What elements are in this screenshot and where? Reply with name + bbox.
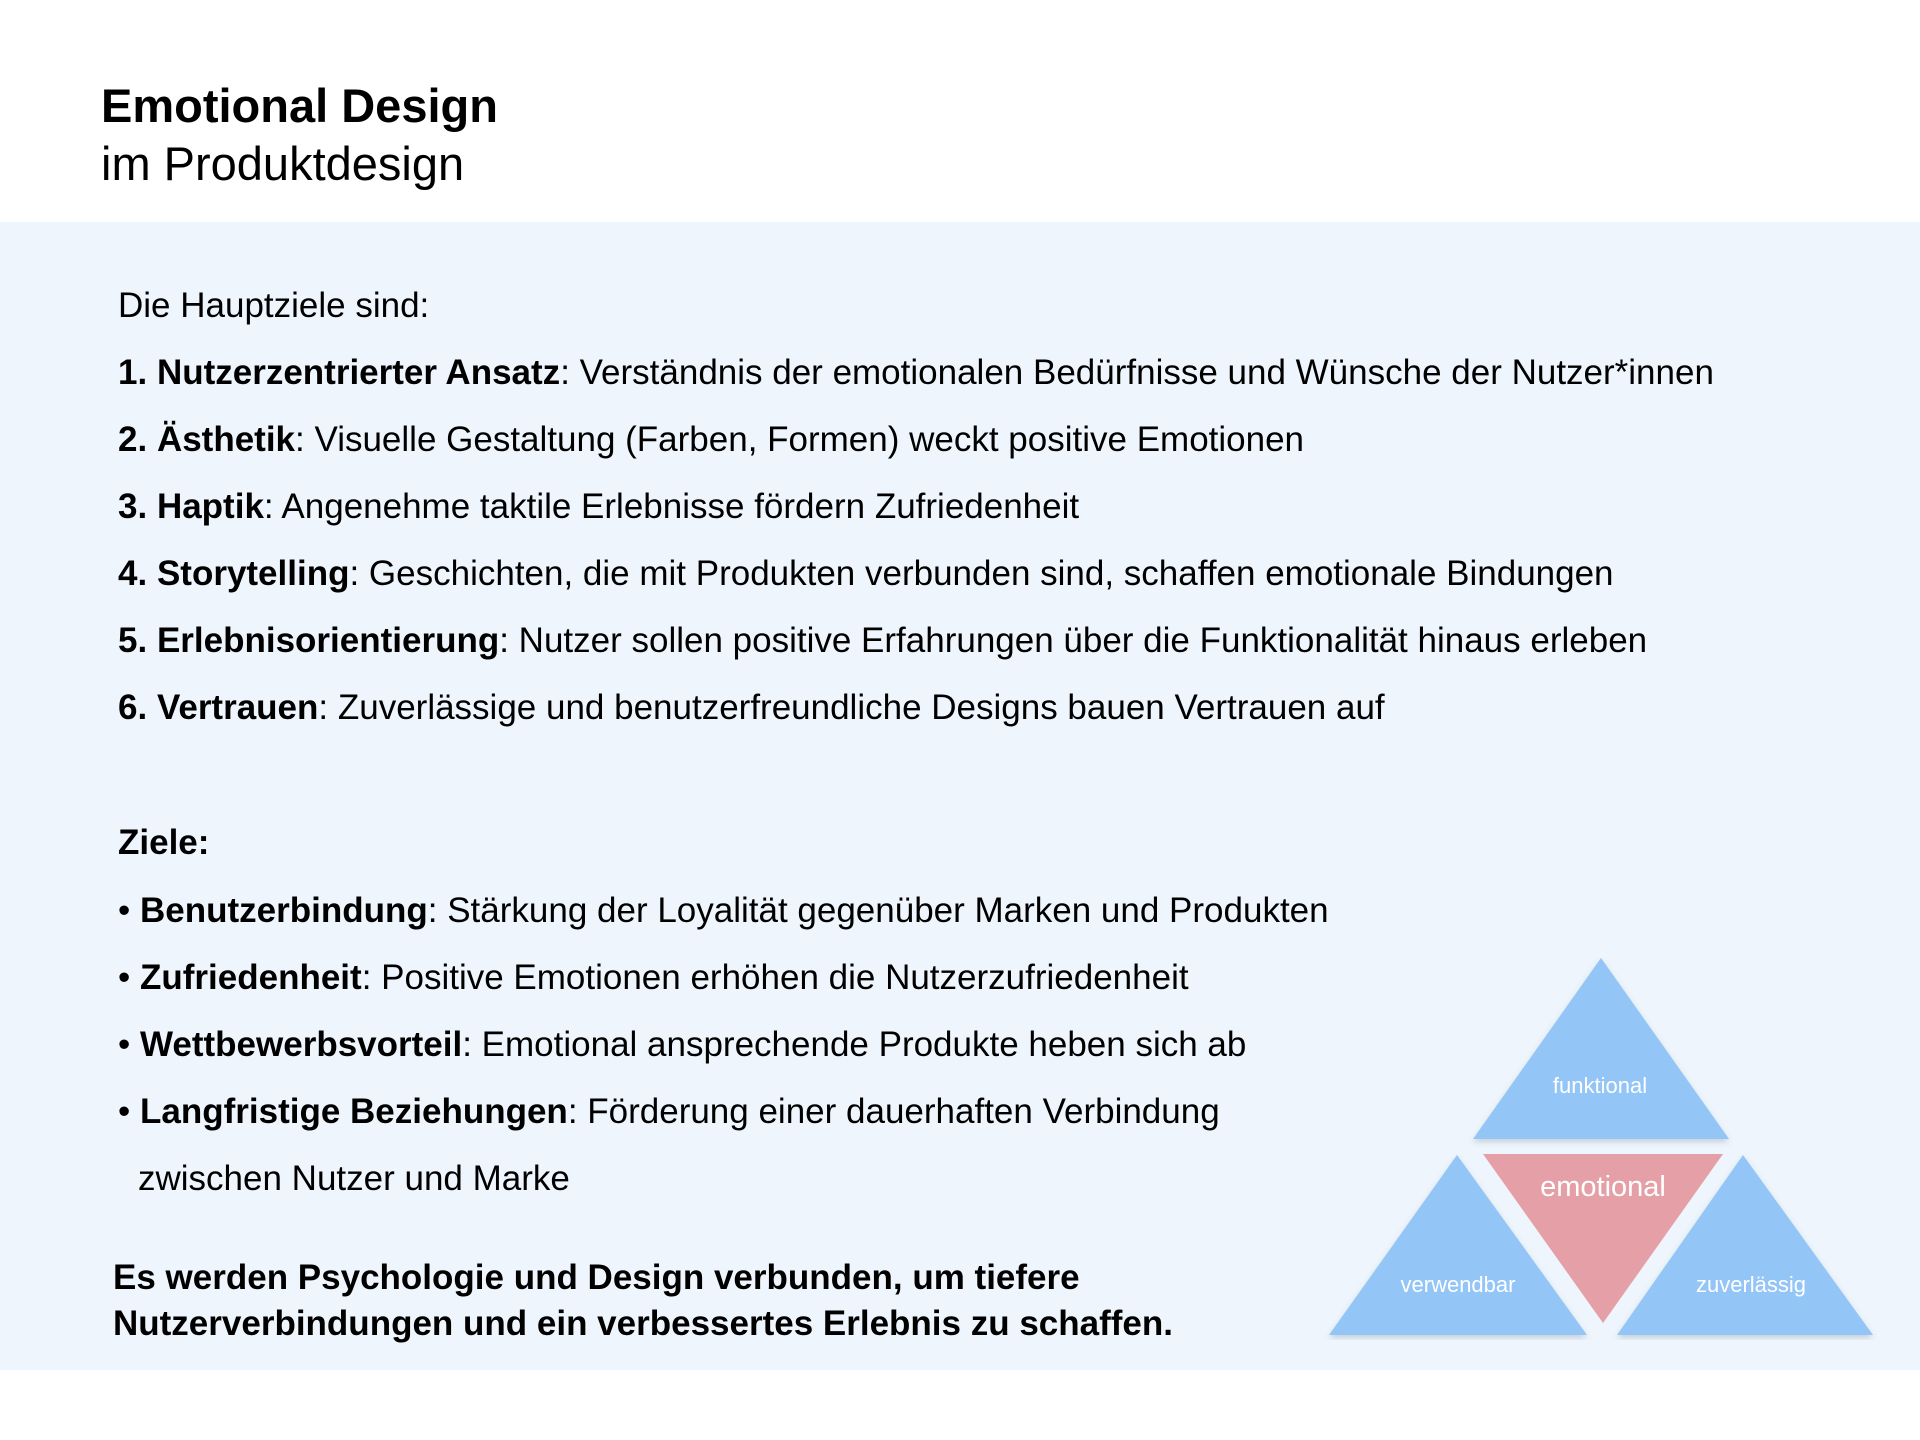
ziel-term: Langfristige Beziehungen (140, 1092, 568, 1131)
bullet: • (118, 1025, 131, 1064)
goal-item-4 (118, 552, 1614, 596)
ziel-term: Zufriedenheit (140, 958, 362, 997)
ziel-text: : Emotional ansprechende Produkte heben sich ab (462, 1025, 1247, 1064)
goal-term: Vertrauen (156, 688, 319, 727)
goal-text: : Geschichten, die mit Produkten verbunden sind, schaffen emotionale Bindungen (349, 554, 1614, 593)
goal-item-6 (118, 686, 1385, 730)
goal-number: 4. (118, 554, 148, 593)
bullet: • (118, 891, 131, 930)
intro-text: Die Hauptziele sind: (118, 286, 430, 325)
goal-number: 2. (118, 420, 148, 459)
goal-item-1 (118, 351, 1714, 395)
ziel-text: : Stärkung der Loyalität gegenüber Marken und Produkten (427, 891, 1329, 930)
goal-term: Erlebnisorientierung (156, 621, 500, 660)
goal-term: Haptik (156, 487, 264, 526)
triangle-diagram-svg (1320, 950, 1880, 1340)
goal-text: : Angenehme taktile Erlebnisse fördern Zufriedenheit (263, 487, 1080, 526)
goal-term: Nutzerzentrierter Ansatz (156, 353, 561, 392)
ziel-term: Wettbewerbsvorteil (140, 1025, 463, 1064)
goal-number: 5. (118, 621, 148, 660)
goal-text: : Zuverlässige und benutzerfreundliche Designs bauen Vertrauen auf (318, 688, 1385, 727)
goal-number: 6. (118, 688, 148, 727)
ziel-item-2 (118, 956, 1189, 1000)
page-subtitle: im Produktdesign (101, 137, 465, 190)
ziel-item-4 (118, 1090, 1220, 1134)
triangle-top (1473, 958, 1729, 1139)
ziel-term: Benutzerbindung (140, 891, 428, 930)
page-title: Emotional Design (101, 79, 498, 132)
goal-term: Storytelling (156, 554, 350, 593)
label-verwendbar: verwendbar (1400, 1272, 1516, 1297)
label-funktional: funktional (1552, 1073, 1648, 1098)
ziel-item-4-continuation: zwischen Nutzer und Marke (138, 1159, 570, 1198)
slide-header (0, 0, 1920, 222)
goal-item-5 (118, 619, 1647, 663)
goal-number: 3. (118, 487, 148, 526)
bullet: • (118, 1092, 131, 1131)
goal-text: : Nutzer sollen positive Erfahrungen über die Funktionalität hinaus erleben (499, 621, 1648, 660)
summary-line-2: Nutzerverbindungen und ein verbessertes Erlebnis zu schaffen. (113, 1304, 1173, 1343)
goal-text: : Visuelle Gestaltung (Farben, Formen) weckt positive Emotionen (295, 420, 1305, 459)
ziel-item-1 (118, 889, 1329, 933)
ziel-item-3 (118, 1023, 1246, 1067)
goal-item-3 (118, 485, 1079, 529)
label-emotional: emotional (1540, 1171, 1666, 1203)
summary-statement (113, 1255, 1313, 1347)
summary-line-1: Es werden Psychologie und Design verbunden, um tiefere (113, 1258, 1080, 1297)
label-zuverlaessig: zuverlässig (1695, 1272, 1807, 1297)
ziele-heading: Ziele: (118, 823, 210, 862)
goal-term: Ästhetik (156, 420, 296, 459)
triangle-diagram (1320, 950, 1880, 1340)
ziel-text: : Positive Emotionen erhöhen die Nutzerzufriedenheit (361, 958, 1189, 997)
goal-number: 1. (118, 353, 148, 392)
ziel-text: : Förderung einer dauerhaften Verbindung (567, 1092, 1220, 1131)
goal-text: : Verständnis der emotionalen Bedürfnisse und Wünsche der Nutzer*innen (560, 353, 1714, 392)
bullet: • (118, 958, 131, 997)
goal-item-2 (118, 418, 1304, 462)
